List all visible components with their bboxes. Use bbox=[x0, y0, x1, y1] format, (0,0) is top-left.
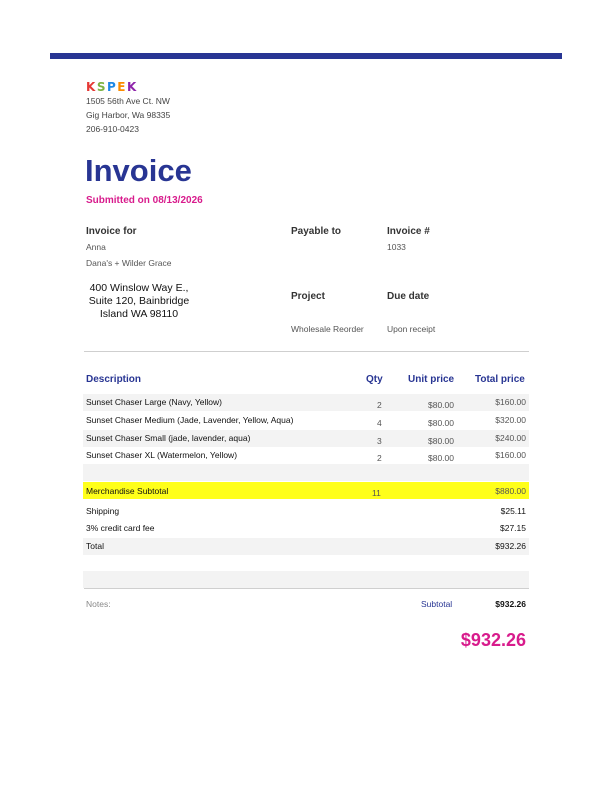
table-row bbox=[83, 412, 529, 429]
column-header-total-price: Total price bbox=[475, 374, 525, 385]
submitted-date: Submitted on 08/13/2026 bbox=[86, 195, 203, 206]
billing-address bbox=[86, 282, 192, 321]
divider bbox=[84, 588, 529, 589]
logo-letter: K bbox=[86, 80, 97, 94]
item-qty: 4 bbox=[377, 418, 382, 428]
invoice-for-label: Invoice for bbox=[86, 226, 137, 237]
table-row bbox=[83, 447, 529, 464]
logo-letter: S bbox=[96, 80, 107, 94]
column-header-unit-price: Unit price bbox=[408, 374, 455, 385]
logo-letter: P bbox=[106, 80, 118, 94]
merch-subtotal-qty: 11 bbox=[372, 488, 381, 498]
item-qty: 2 bbox=[377, 400, 382, 410]
due-date-value: Upon receipt bbox=[387, 324, 436, 334]
billing-address-line1: 400 Winslow Way E., bbox=[89, 282, 189, 294]
page-title: Invoice bbox=[85, 153, 192, 188]
column-header-qty: Qty bbox=[366, 374, 383, 385]
total-row bbox=[83, 538, 529, 555]
shipping-row bbox=[83, 503, 529, 520]
card-fee-total: $27.15 bbox=[500, 523, 526, 533]
merch-subtotal-label: Merchandise Subtotal bbox=[86, 486, 169, 496]
item-description: Sunset Chaser Medium (Jade, Lavender, Yellow, Aqua) bbox=[86, 415, 294, 425]
item-description: Sunset Chaser Small (jade, lavender, aqua) bbox=[86, 433, 251, 443]
invoice-for-org: Dana's + Wilder Grace bbox=[86, 258, 172, 268]
invoice-for-name: Anna bbox=[86, 242, 106, 252]
divider bbox=[84, 351, 529, 352]
item-total: $160.00 bbox=[495, 397, 526, 407]
company-logo bbox=[86, 78, 138, 92]
table-row bbox=[83, 430, 529, 447]
table-row bbox=[83, 394, 529, 411]
item-total: $320.00 bbox=[495, 415, 526, 425]
notes-label: Notes: bbox=[86, 599, 111, 609]
card-fee-row bbox=[83, 520, 529, 537]
company-address-line2: Gig Harbor, Wa 98335 bbox=[86, 110, 171, 120]
shipping-total: $25.11 bbox=[500, 506, 526, 516]
due-date-label: Due date bbox=[387, 291, 430, 302]
logo-letter: K bbox=[126, 80, 138, 94]
item-unit-price: $80.00 bbox=[428, 400, 454, 410]
grand-total: $932.26 bbox=[460, 630, 526, 650]
project-value: Wholesale Reorder bbox=[291, 324, 364, 334]
item-description: Sunset Chaser Large (Navy, Yellow) bbox=[86, 397, 222, 407]
project-label: Project bbox=[291, 291, 325, 302]
header-accent-bar bbox=[50, 53, 562, 59]
shipping-label: Shipping bbox=[86, 506, 120, 516]
total-value: $932.26 bbox=[495, 541, 526, 551]
empty-row bbox=[83, 464, 529, 481]
merch-subtotal-total: $880.00 bbox=[495, 486, 526, 496]
item-unit-price: $80.00 bbox=[428, 418, 454, 428]
column-header-description: Description bbox=[86, 374, 142, 385]
item-description: Sunset Chaser XL (Watermelon, Yellow) bbox=[86, 450, 238, 460]
logo-letter: E bbox=[117, 80, 127, 94]
item-qty: 2 bbox=[377, 453, 382, 463]
billing-address-line3: Island WA 98110 bbox=[99, 308, 179, 320]
company-phone: 206-910-0423 bbox=[86, 124, 139, 134]
item-unit-price: $80.00 bbox=[428, 436, 454, 446]
total-label: Total bbox=[86, 541, 104, 551]
billing-address-line2: Suite 120, Bainbridge bbox=[88, 295, 190, 307]
item-unit-price: $80.00 bbox=[428, 453, 454, 463]
subtotal-label: Subtotal bbox=[421, 599, 453, 609]
item-qty: 3 bbox=[377, 436, 382, 446]
empty-row bbox=[83, 571, 529, 588]
payable-to-label: Payable to bbox=[291, 226, 342, 237]
company-address-line1: 1505 56th Ave Ct. NW bbox=[86, 96, 170, 106]
subtotal-value: $932.26 bbox=[495, 599, 526, 609]
merchandise-subtotal-row bbox=[83, 482, 529, 499]
item-total: $240.00 bbox=[495, 433, 526, 443]
card-fee-label: 3% credit card fee bbox=[86, 523, 155, 533]
invoice-number-label: Invoice # bbox=[387, 226, 430, 237]
item-total: $160.00 bbox=[495, 450, 526, 460]
invoice-number: 1033 bbox=[387, 242, 406, 252]
